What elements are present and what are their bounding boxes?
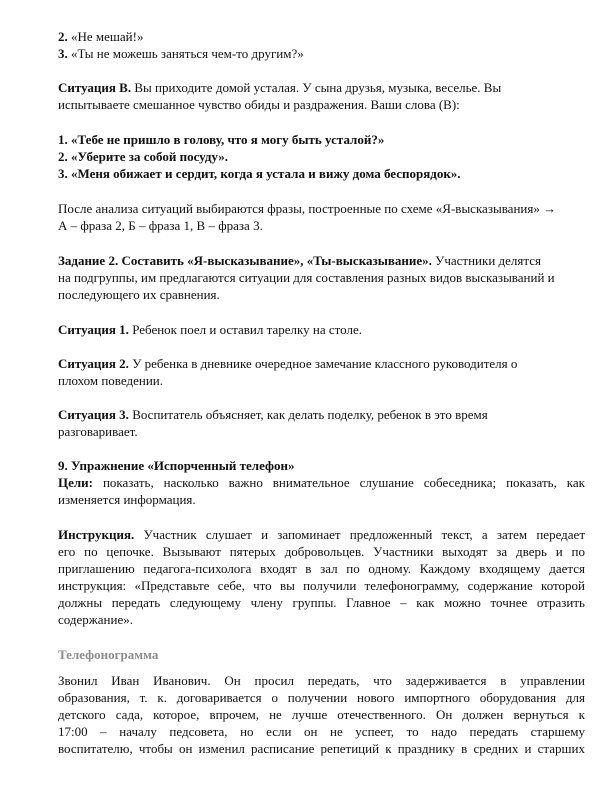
list-item: 2. «Уберите за собой посуду». xyxy=(58,149,229,164)
list-item xyxy=(58,28,585,45)
exercise9-title: 9. Упражнение «Испорченный телефон» xyxy=(58,458,295,473)
list-item xyxy=(58,45,585,62)
item-number: 2. xyxy=(58,29,68,44)
situation-2-paragraph: Ситуация 2. У ребенка в дневнике очередное замечание классного руководителя о плохом поведении. xyxy=(58,356,518,388)
exercise9-instruction: Инструкция. Участник слушает и запоминает предложенный текст, а затем передает его по цепочке. Вызывают пятерых добровольцев. Участники выходят за дверь и по приглашению педагога-психолога входят в зал по одному. Каждому входящему дается инструкция: «Представьте себе, что вы получили телефонограмму, содержание которой должны передать следующему члену группы. Главное – как можно точнее отразить содержание». xyxy=(58,527,585,627)
situation-v-options xyxy=(58,131,585,182)
telephonogram-heading: Телефонограмма xyxy=(58,647,159,662)
situation-1-paragraph: Ситуация 1. Ребенок поел и оставил тарелку на столе. xyxy=(58,322,362,337)
item-number: 3. xyxy=(58,46,68,61)
task2-label: Задание 2. Составить «Я-высказывание», «Ты-высказывание». xyxy=(58,253,432,268)
telephonogram-text: Звонил Иван Иванович. Он просил передать, что задерживается в управлении образования, т. к. договаривается о получении нового импортного оборудования для детского сада, которое, впрочем, не лучше отечественного. Он должен вернуться к 17:00 – началу педсовета, но если он не успеет, то надо передать старшему воспитателю, чтобы он изменил расписание репетиций к празднику в средних и старших xyxy=(58,673,585,756)
situation-v-text-line2: испытываете смешанное чувство обиды и раздражения. Ваши слова (В): xyxy=(58,97,460,112)
analysis-paragraph: После анализа ситуаций выбираются фразы, построенные по схеме «Я-высказывания» → А – фраза 2, Б – фраза 1, В – фраза 3. xyxy=(58,201,557,233)
situation-v-label: Ситуация В. xyxy=(58,80,132,95)
item-text: «Не мешай!» xyxy=(71,29,144,44)
item-text: «Ты не можешь заняться чем-то другим?» xyxy=(71,46,304,61)
list-item: 3. «Меня обижает и сердит, когда я устала и вижу дома беспорядок». xyxy=(58,166,461,181)
situation-v-text: Вы приходите домой усталая. У сына друзья, музыка, веселье. Вы xyxy=(134,80,502,95)
exercise9-goals: Цели: показать, насколько важно внимательное слушание собеседника; показать, как изменяется информация. xyxy=(58,475,586,507)
list-item: 1. «Тебе не пришло в голову, что я могу быть усталой?» xyxy=(58,132,385,147)
situation-3-paragraph: Ситуация 3. Воспитатель объясняет, как делать поделку, ребенок в это время разговаривает. xyxy=(58,407,488,439)
task2-paragraph: Задание 2. Составить «Я-высказывание», «Ты-высказывание». Участники делятся на подгруппы, им предлагаются ситуации для составления разных видов высказываний и последующего их сравнения. xyxy=(58,253,555,302)
situation-v-paragraph xyxy=(58,79,585,113)
continuation-list xyxy=(58,28,585,62)
